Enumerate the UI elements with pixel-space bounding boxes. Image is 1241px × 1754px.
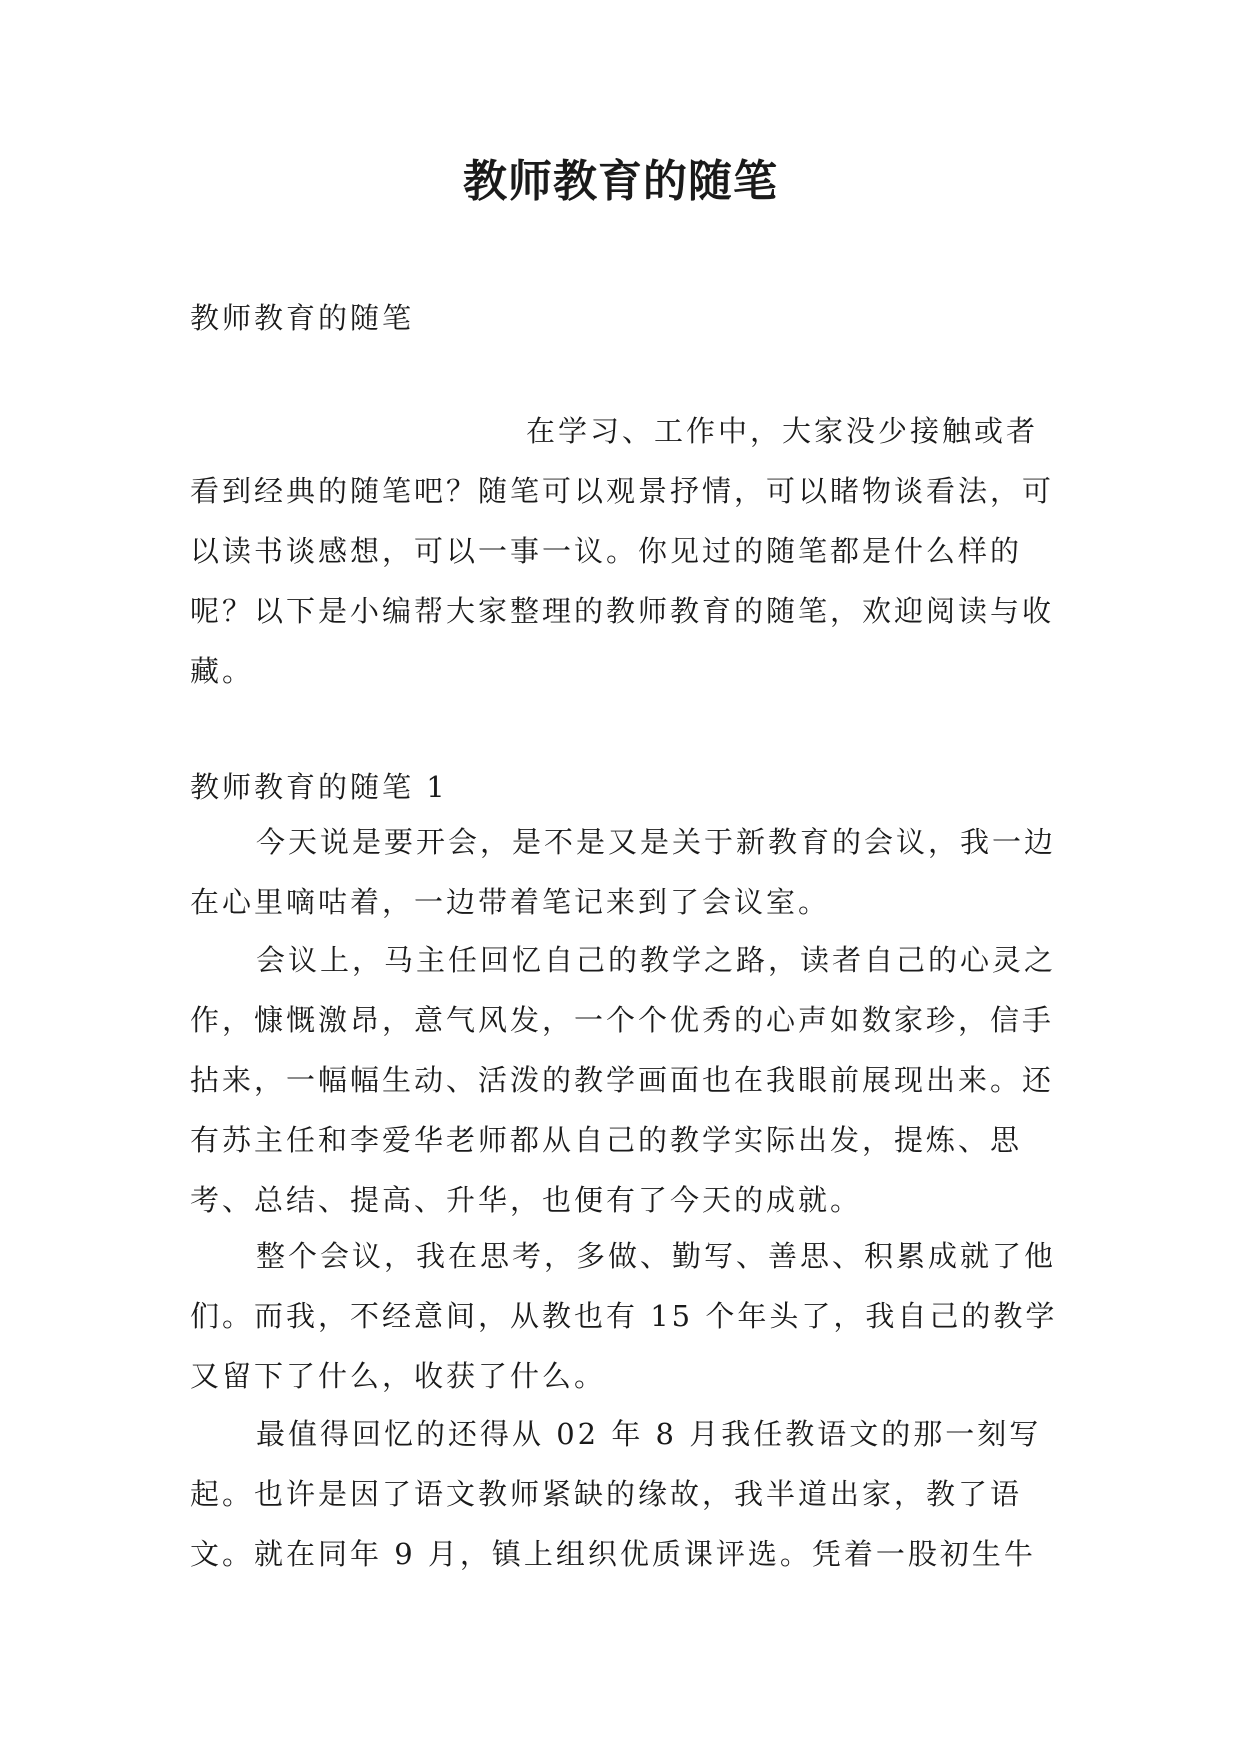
section-heading: 教师教育的随笔 1: [190, 770, 448, 804]
document-subtitle: 教师教育的随笔: [190, 301, 415, 335]
intro-paragraph: 在学习、工作中，大家没少接触或者看到经典的随笔吧？随笔可以观景抒情，可以睹物谈看法，可以读书谈感想，可以一事一议。你见过的随笔都是什么样的呢？以下是小编帮大家整理的教师教育的随笔，欢迎阅读与收藏。: [190, 414, 1055, 688]
document-title: 教师教育的随笔: [463, 156, 778, 207]
body-paragraph: 整个会议，我在思考，多做、勤写、善思、积累成就了他们。而我，不经意间，从教也有 15 个年头了，我自己的教学又留下了什么，收获了什么。: [190, 1239, 1058, 1393]
body-paragraph: 今天说是要开会，是不是又是关于新教育的会议，我一边在心里嘀咕着，一边带着笔记来到了会议室。: [190, 825, 1057, 919]
body-paragraph: 会议上，马主任回忆自己的教学之路，读者自己的心灵之作，慷慨激昂，意气风发，一个个优秀的心声如数家珍，信手拈来，一幅幅生动、活泼的教学画面也在我眼前展现出来。还有苏主任和李爱华老师都从自己的教学实际出发，提炼、思考、总结、提高、升华，也便有了今天的成就。: [190, 943, 1057, 1217]
body-paragraph: 最值得回忆的还得从 02 年 8 月我任教语文的那一刻写起。也许是因了语文教师紧缺的缘故，我半道出家，教了语文。就在同年 9 月，镇上组织优质课评选。凭着一股初生牛: [190, 1417, 1042, 1571]
